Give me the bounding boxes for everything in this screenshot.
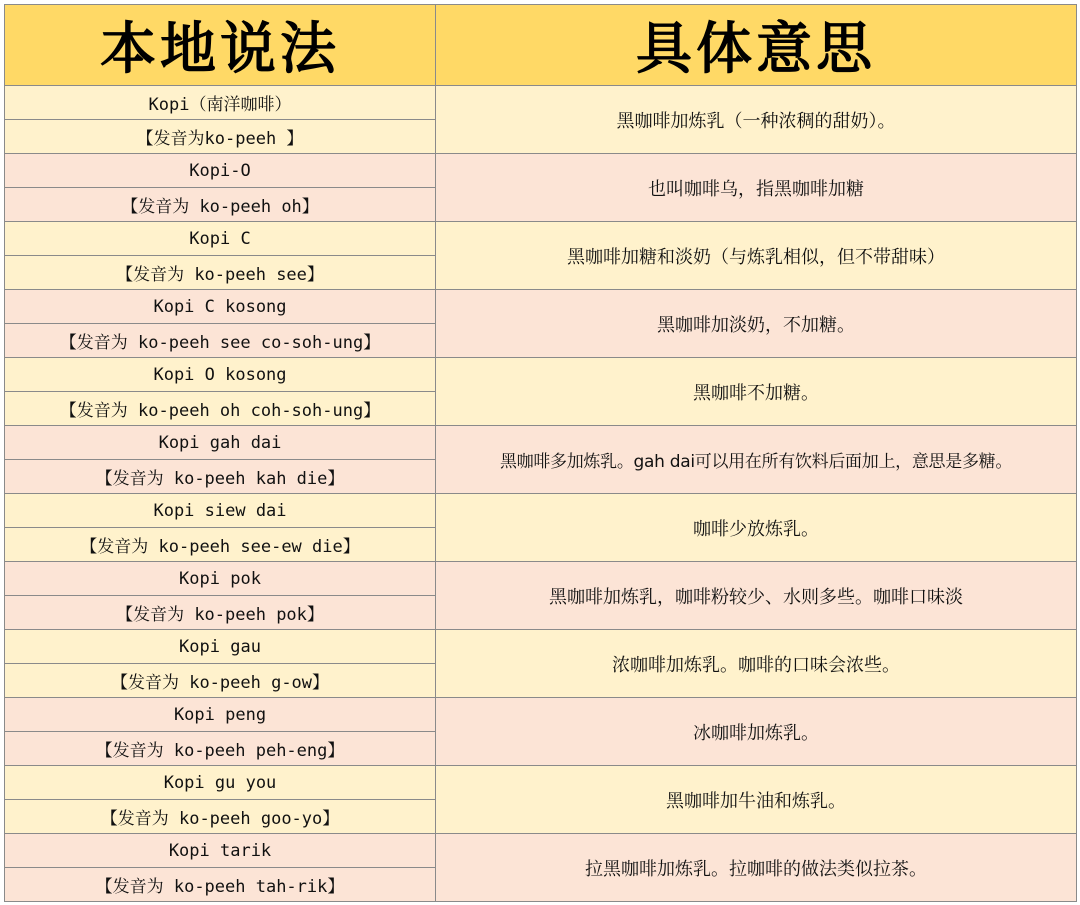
- pronunciation-cell: 【发音为 ko-peeh pok】: [5, 596, 436, 630]
- term-cell: Kopi C: [5, 222, 436, 256]
- table-row: [5, 766, 1077, 800]
- kopi-terms-sheet: [4, 4, 1076, 900]
- header-row: [5, 5, 1077, 86]
- pronunciation-cell: 【发音为 ko-peeh g-ow】: [5, 664, 436, 698]
- term-cell: Kopi gah dai: [5, 426, 436, 460]
- header-term: 本地说法: [5, 5, 436, 86]
- term-cell: Kopi C kosong: [5, 290, 436, 324]
- meaning-cell: 黑咖啡多加炼乳。gah dai可以用在所有饮料后面加上，意思是多糖。: [436, 426, 1077, 494]
- meaning-cell: 拉黑咖啡加炼乳。拉咖啡的做法类似拉茶。: [436, 834, 1077, 902]
- pronunciation-cell: 【发音为 ko-peeh oh】: [5, 188, 436, 222]
- meaning-cell: 浓咖啡加炼乳。咖啡的口味会浓些。: [436, 630, 1077, 698]
- table-row: [5, 86, 1077, 120]
- meaning-cell: 黑咖啡不加糖。: [436, 358, 1077, 426]
- term-cell: Kopi gau: [5, 630, 436, 664]
- header-meaning: 具体意思: [436, 5, 1077, 86]
- table-row: [5, 154, 1077, 188]
- table-row: [5, 290, 1077, 324]
- table-row: [5, 562, 1077, 596]
- term-cell: Kopi gu you: [5, 766, 436, 800]
- term-cell: Kopi（南洋咖啡）: [5, 86, 436, 120]
- meaning-cell: 咖啡少放炼乳。: [436, 494, 1077, 562]
- term-cell: Kopi tarik: [5, 834, 436, 868]
- pronunciation-cell: 【发音为 ko-peeh goo-yo】: [5, 800, 436, 834]
- kopi-terms-table: [4, 4, 1077, 902]
- meaning-cell: 也叫咖啡乌，指黑咖啡加糖: [436, 154, 1077, 222]
- term-cell: Kopi-O: [5, 154, 436, 188]
- pronunciation-cell: 【发音为 ko-peeh peh-eng】: [5, 732, 436, 766]
- table-row: [5, 494, 1077, 528]
- table-row: [5, 698, 1077, 732]
- table-row: [5, 222, 1077, 256]
- term-cell: Kopi pok: [5, 562, 436, 596]
- pronunciation-cell: 【发音为 ko-peeh see】: [5, 256, 436, 290]
- pronunciation-cell: 【发音为 ko-peeh kah die】: [5, 460, 436, 494]
- term-cell: Kopi peng: [5, 698, 436, 732]
- table-row: [5, 426, 1077, 460]
- term-cell: Kopi siew dai: [5, 494, 436, 528]
- meaning-cell: 黑咖啡加炼乳（一种浓稠的甜奶）。: [436, 86, 1077, 154]
- pronunciation-cell: 【发音为 ko-peeh tah-rik】: [5, 868, 436, 902]
- pronunciation-cell: 【发音为ko-peeh 】: [5, 120, 436, 154]
- table-row: [5, 358, 1077, 392]
- meaning-cell: 黑咖啡加淡奶，不加糖。: [436, 290, 1077, 358]
- table-row: [5, 834, 1077, 868]
- table-row: [5, 630, 1077, 664]
- pronunciation-cell: 【发音为 ko-peeh oh coh-soh-ung】: [5, 392, 436, 426]
- term-cell: Kopi O kosong: [5, 358, 436, 392]
- pronunciation-cell: 【发音为 ko-peeh see co-soh-ung】: [5, 324, 436, 358]
- meaning-cell: 黑咖啡加牛油和炼乳。: [436, 766, 1077, 834]
- meaning-cell: 黑咖啡加炼乳，咖啡粉较少、水则多些。咖啡口味淡: [436, 562, 1077, 630]
- meaning-cell: 黑咖啡加糖和淡奶（与炼乳相似，但不带甜味）: [436, 222, 1077, 290]
- meaning-cell: 冰咖啡加炼乳。: [436, 698, 1077, 766]
- pronunciation-cell: 【发音为 ko-peeh see-ew die】: [5, 528, 436, 562]
